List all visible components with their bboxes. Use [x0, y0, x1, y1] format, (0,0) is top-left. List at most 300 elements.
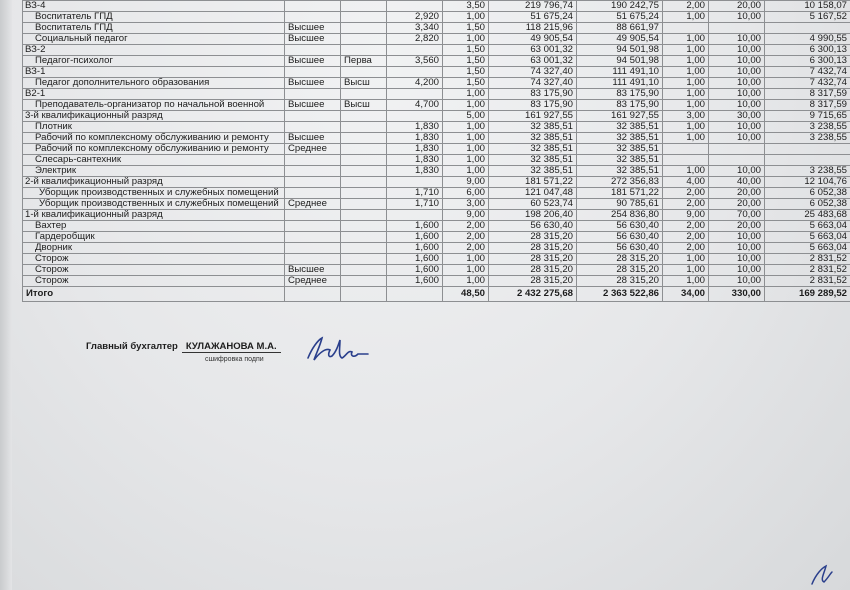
- cell-coefficient: 2,820: [387, 34, 443, 45]
- cell-rates: 1,00: [443, 265, 489, 276]
- total-label: Итого: [23, 287, 285, 302]
- cell-fund-2: 28 315,20: [577, 276, 663, 287]
- cell-education: [285, 45, 341, 56]
- cell-col-8: 1,00: [663, 67, 709, 78]
- cell-category: [341, 34, 387, 45]
- cell-col-10: 6 052,38: [765, 199, 850, 210]
- cell-coefficient: [387, 210, 443, 221]
- cell-col-10: 8 317,59: [765, 100, 850, 111]
- cell-fund-1: 32 385,51: [489, 144, 577, 155]
- cell-category: [341, 23, 387, 34]
- cell-col-8: 1,00: [663, 56, 709, 67]
- cell-category: [341, 111, 387, 122]
- cell-col-8: 1,00: [663, 12, 709, 23]
- cell-education: [285, 210, 341, 221]
- cell-coefficient: 1,600: [387, 276, 443, 287]
- cell-rates: 1,50: [443, 78, 489, 89]
- cell-fund-1: 181 571,22: [489, 177, 577, 188]
- cell-fund-2: 32 385,51: [577, 122, 663, 133]
- cell-category: [341, 133, 387, 144]
- table-row: [23, 100, 850, 111]
- cell-category: [341, 254, 387, 265]
- cell-fund-1: 161 927,55: [489, 111, 577, 122]
- group-row: [23, 1, 850, 12]
- total-col-8: 34,00: [663, 287, 709, 302]
- cell-col-9: 10,00: [709, 122, 765, 133]
- cell-coefficient: [387, 1, 443, 12]
- cell-col-10: 2 831,52: [765, 254, 850, 265]
- signature-caption: сшифровка подпи: [205, 356, 264, 363]
- cell-fund-1: 63 001,32: [489, 56, 577, 67]
- signer-role: Главный бухгалтер: [86, 341, 178, 352]
- cell-fund-1: 28 315,20: [489, 254, 577, 265]
- cell-fund-1: 32 385,51: [489, 166, 577, 177]
- cell-position: Воспитатель ГПД: [23, 23, 285, 34]
- cell-education: [285, 254, 341, 265]
- cell-rates: 1,00: [443, 122, 489, 133]
- cell-col-9: 20,00: [709, 221, 765, 232]
- cell-category: [341, 12, 387, 23]
- cell-col-9: [709, 155, 765, 166]
- cell-fund-2: 111 491,10: [577, 67, 663, 78]
- cell-rates: 3,50: [443, 1, 489, 12]
- cell-coefficient: [387, 45, 443, 56]
- cell-category: [341, 199, 387, 210]
- cell-rates: 1,00: [443, 155, 489, 166]
- cell-fund-1: 198 206,40: [489, 210, 577, 221]
- cell-position: Уборщик производственных и служебных помещений: [23, 199, 285, 210]
- cell-rates: 2,00: [443, 243, 489, 254]
- cell-category: [341, 265, 387, 276]
- cell-col-10: 3 238,55: [765, 166, 850, 177]
- cell-col-9: 10,00: [709, 133, 765, 144]
- cell-col-10: [765, 155, 850, 166]
- cell-education: [285, 188, 341, 199]
- cell-col-8: 2,00: [663, 243, 709, 254]
- cell-col-9: 10,00: [709, 265, 765, 276]
- cell-fund-2: 94 501,98: [577, 56, 663, 67]
- cell-coefficient: 3,340: [387, 23, 443, 34]
- table-row: [23, 133, 850, 144]
- table-row: [23, 199, 850, 210]
- cell-fund-1: 83 175,90: [489, 100, 577, 111]
- cell-fund-2: 32 385,51: [577, 166, 663, 177]
- cell-col-10: 7 432,74: [765, 67, 850, 78]
- cell-fund-1: 28 315,20: [489, 232, 577, 243]
- cell-col-10: 2 831,52: [765, 276, 850, 287]
- cell-coefficient: 1,830: [387, 144, 443, 155]
- cell-fund-1: 51 675,24: [489, 12, 577, 23]
- cell-education: [285, 122, 341, 133]
- cell-col-10: 5 663,04: [765, 221, 850, 232]
- cell-coefficient: 1,710: [387, 188, 443, 199]
- cell-position: Рабочий по комплексному обслуживанию и ремонту: [23, 133, 285, 144]
- cell-education: Высшее: [285, 100, 341, 111]
- cell-position: Воспитатель ГПД: [23, 12, 285, 23]
- table-row: [23, 78, 850, 89]
- cell-col-8: [663, 155, 709, 166]
- cell-col-9: 20,00: [709, 188, 765, 199]
- cell-col-9: 10,00: [709, 56, 765, 67]
- cell-education: Высшее: [285, 34, 341, 45]
- cell-category: [341, 166, 387, 177]
- cell-rates: 1,50: [443, 23, 489, 34]
- cell-col-8: 2,00: [663, 188, 709, 199]
- cell-col-8: 2,00: [663, 232, 709, 243]
- table-row: [23, 122, 850, 133]
- cell-col-10: 6 300,13: [765, 45, 850, 56]
- cell-education: [285, 243, 341, 254]
- cell-rates: 1,50: [443, 45, 489, 56]
- cell-coefficient: 2,920: [387, 12, 443, 23]
- cell-fund-2: 111 491,10: [577, 78, 663, 89]
- cell-fund-2: 190 242,75: [577, 1, 663, 12]
- cell-col-9: [709, 144, 765, 155]
- cell-rates: 1,00: [443, 276, 489, 287]
- group-row: [23, 210, 850, 221]
- cell-rates: 9,00: [443, 210, 489, 221]
- cell-position: Сторож: [23, 276, 285, 287]
- staff-table-body: [23, 1, 850, 287]
- group-row: [23, 89, 850, 100]
- cell-fund-2: 94 501,98: [577, 45, 663, 56]
- cell-fund-1: 63 001,32: [489, 45, 577, 56]
- cell-education: [285, 111, 341, 122]
- cell-fund-1: 28 315,20: [489, 243, 577, 254]
- cell-col-9: 10,00: [709, 34, 765, 45]
- cell-category: [341, 122, 387, 133]
- cell-fund-2: 32 385,51: [577, 144, 663, 155]
- cell-position: Педагог дополнительного образования: [23, 78, 285, 89]
- cell-position: Гардеробщик: [23, 232, 285, 243]
- cell-education: Высшее: [285, 78, 341, 89]
- cell-col-8: 1,00: [663, 254, 709, 265]
- cell-coefficient: 1,600: [387, 232, 443, 243]
- cell-col-9: 40,00: [709, 177, 765, 188]
- table-row: [23, 243, 850, 254]
- total-col-10: 169 289,52: [765, 287, 850, 302]
- cell-col-10: 3 238,55: [765, 133, 850, 144]
- cell-position: 1-й квалификационный разряд: [23, 210, 285, 221]
- cell-category: [341, 243, 387, 254]
- cell-col-10: 8 317,59: [765, 89, 850, 100]
- cell-position: Социальный педагог: [23, 34, 285, 45]
- table-row: [23, 155, 850, 166]
- cell-fund-2: 83 175,90: [577, 100, 663, 111]
- cell-col-8: 9,00: [663, 210, 709, 221]
- cell-col-8: 2,00: [663, 221, 709, 232]
- cell-position: Педагог-психолог: [23, 56, 285, 67]
- cell-category: [341, 1, 387, 12]
- cell-fund-1: 28 315,20: [489, 276, 577, 287]
- cell-col-9: 30,00: [709, 111, 765, 122]
- cell-fund-2: 90 785,61: [577, 199, 663, 210]
- cell-fund-2: 56 630,40: [577, 232, 663, 243]
- cell-position: Электрик: [23, 166, 285, 177]
- cell-col-9: 20,00: [709, 199, 765, 210]
- pen-mark-icon: [806, 560, 836, 588]
- cell-col-8: 1,00: [663, 265, 709, 276]
- cell-rates: 1,50: [443, 56, 489, 67]
- cell-fund-2: 28 315,20: [577, 265, 663, 276]
- cell-education: [285, 89, 341, 100]
- cell-fund-2: 56 630,40: [577, 243, 663, 254]
- cell-col-8: 1,00: [663, 45, 709, 56]
- cell-coefficient: 1,600: [387, 265, 443, 276]
- cell-col-9: 10,00: [709, 166, 765, 177]
- cell-rates: 2,00: [443, 232, 489, 243]
- cell-position: ВЗ-4: [23, 1, 285, 12]
- table-row: [23, 265, 850, 276]
- table-row: [23, 34, 850, 45]
- cell-position: ВЗ-2: [23, 45, 285, 56]
- cell-position: 3-й квалификационный разряд: [23, 111, 285, 122]
- cell-position: Слесарь-сантехник: [23, 155, 285, 166]
- cell-education: [285, 12, 341, 23]
- cell-col-10: [765, 23, 850, 34]
- cell-col-8: 1,00: [663, 133, 709, 144]
- cell-fund-2: 272 356,83: [577, 177, 663, 188]
- cell-fund-2: 51 675,24: [577, 12, 663, 23]
- cell-fund-1: 56 630,40: [489, 221, 577, 232]
- cell-fund-1: 219 796,74: [489, 1, 577, 12]
- cell-category: [341, 177, 387, 188]
- cell-col-10: 9 715,65: [765, 111, 850, 122]
- cell-education: [285, 1, 341, 12]
- cell-col-10: 4 990,55: [765, 34, 850, 45]
- cell-fund-1: 32 385,51: [489, 133, 577, 144]
- cell-fund-2: 83 175,90: [577, 89, 663, 100]
- cell-fund-1: 121 047,48: [489, 188, 577, 199]
- cell-education: Среднее: [285, 199, 341, 210]
- cell-position: Плотник: [23, 122, 285, 133]
- cell-coefficient: 1,830: [387, 122, 443, 133]
- total-fund-2: 2 363 522,86: [577, 287, 663, 302]
- cell-col-9: 10,00: [709, 100, 765, 111]
- cell-col-10: 3 238,55: [765, 122, 850, 133]
- cell-coefficient: 1,830: [387, 155, 443, 166]
- cell-col-10: 12 104,76: [765, 177, 850, 188]
- cell-col-8: 1,00: [663, 78, 709, 89]
- table-row: [23, 144, 850, 155]
- cell-col-9: 10,00: [709, 232, 765, 243]
- cell-education: [285, 67, 341, 78]
- cell-col-10: 5 663,04: [765, 243, 850, 254]
- cell-col-10: 5 663,04: [765, 232, 850, 243]
- total-row: [23, 287, 850, 302]
- cell-col-8: 2,00: [663, 199, 709, 210]
- cell-fund-1: 32 385,51: [489, 122, 577, 133]
- cell-col-8: 2,00: [663, 1, 709, 12]
- cell-col-9: 10,00: [709, 276, 765, 287]
- cell-col-10: 6 300,13: [765, 56, 850, 67]
- cell-coefficient: 1,600: [387, 243, 443, 254]
- group-row: [23, 177, 850, 188]
- cell-rates: 1,00: [443, 144, 489, 155]
- group-row: [23, 45, 850, 56]
- cell-fund-1: 118 215,96: [489, 23, 577, 34]
- cell-rates: 5,00: [443, 111, 489, 122]
- cell-col-10: [765, 144, 850, 155]
- group-row: [23, 111, 850, 122]
- cell-education: Среднее: [285, 276, 341, 287]
- cell-position: ВЗ-1: [23, 67, 285, 78]
- cell-rates: 1,00: [443, 89, 489, 100]
- cell-coefficient: 1,710: [387, 199, 443, 210]
- cell-category: [341, 45, 387, 56]
- table-row: [23, 221, 850, 232]
- cell-category: [341, 221, 387, 232]
- cell-category: [341, 210, 387, 221]
- cell-fund-1: 28 315,20: [489, 265, 577, 276]
- cell-fund-2: 49 905,54: [577, 34, 663, 45]
- cell-category: Высш: [341, 100, 387, 111]
- cell-fund-2: 161 927,55: [577, 111, 663, 122]
- cell-col-8: 4,00: [663, 177, 709, 188]
- cell-fund-1: 74 327,40: [489, 78, 577, 89]
- cell-col-9: [709, 23, 765, 34]
- cell-col-9: 10,00: [709, 254, 765, 265]
- cell-col-9: 10,00: [709, 78, 765, 89]
- cell-position: Дворник: [23, 243, 285, 254]
- table-row: [23, 166, 850, 177]
- signer-name: КУЛАЖАНОВА М.А.: [182, 341, 281, 353]
- cell-position: Рабочий по комплексному обслуживанию и ремонту: [23, 144, 285, 155]
- cell-col-10: 7 432,74: [765, 78, 850, 89]
- cell-coefficient: 1,600: [387, 221, 443, 232]
- cell-position: Сторож: [23, 265, 285, 276]
- cell-rates: 1,00: [443, 254, 489, 265]
- cell-category: [341, 67, 387, 78]
- cell-education: Высшее: [285, 56, 341, 67]
- cell-col-8: 1,00: [663, 34, 709, 45]
- cell-col-9: 70,00: [709, 210, 765, 221]
- cell-coefficient: 4,700: [387, 100, 443, 111]
- cell-col-9: 10,00: [709, 67, 765, 78]
- cell-fund-1: 49 905,54: [489, 34, 577, 45]
- page-fold-shadow: [0, 0, 12, 590]
- cell-col-10: 10 158,07: [765, 1, 850, 12]
- signature-block: [86, 341, 281, 353]
- cell-col-8: 1,00: [663, 89, 709, 100]
- cell-position: 2-й квалификационный разряд: [23, 177, 285, 188]
- cell-col-8: [663, 144, 709, 155]
- cell-category: Высш: [341, 78, 387, 89]
- cell-education: Высшее: [285, 265, 341, 276]
- cell-coefficient: 4,200: [387, 78, 443, 89]
- total-col-9: 330,00: [709, 287, 765, 302]
- cell-rates: 6,00: [443, 188, 489, 199]
- cell-fund-2: 32 385,51: [577, 155, 663, 166]
- cell-rates: 3,00: [443, 199, 489, 210]
- cell-position: В2-1: [23, 89, 285, 100]
- cell-fund-2: 88 661,97: [577, 23, 663, 34]
- cell-fund-2: 254 836,80: [577, 210, 663, 221]
- cell-education: Высшее: [285, 133, 341, 144]
- cell-education: Высшее: [285, 23, 341, 34]
- cell-col-9: 10,00: [709, 89, 765, 100]
- cell-rates: 1,00: [443, 12, 489, 23]
- cell-category: [341, 276, 387, 287]
- cell-coefficient: 1,600: [387, 254, 443, 265]
- cell-rates: 1,00: [443, 133, 489, 144]
- cell-category: [341, 144, 387, 155]
- cell-col-10: 2 831,52: [765, 265, 850, 276]
- cell-education: [285, 155, 341, 166]
- cell-position: Преподаватель-организатор по начальной военной: [23, 100, 285, 111]
- handwritten-signature: [302, 330, 372, 370]
- staff-table: [22, 0, 850, 302]
- cell-education: [285, 232, 341, 243]
- cell-col-10: 25 483,68: [765, 210, 850, 221]
- cell-position: Уборщик производственных и служебных помещений: [23, 188, 285, 199]
- cell-rates: 9,00: [443, 177, 489, 188]
- table-row: [23, 254, 850, 265]
- cell-position: Вахтер: [23, 221, 285, 232]
- cell-coefficient: 1,830: [387, 166, 443, 177]
- cell-col-10: 5 167,52: [765, 12, 850, 23]
- cell-col-10: 6 052,38: [765, 188, 850, 199]
- cell-fund-1: 74 327,40: [489, 67, 577, 78]
- cell-fund-2: 28 315,20: [577, 254, 663, 265]
- cell-category: [341, 155, 387, 166]
- cell-coefficient: 1,830: [387, 133, 443, 144]
- cell-col-9: 10,00: [709, 12, 765, 23]
- total-rates: 48,50: [443, 287, 489, 302]
- cell-fund-1: 83 175,90: [489, 89, 577, 100]
- cell-coefficient: [387, 89, 443, 100]
- cell-col-9: 20,00: [709, 1, 765, 12]
- cell-col-9: 10,00: [709, 45, 765, 56]
- cell-fund-2: 56 630,40: [577, 221, 663, 232]
- cell-category: [341, 232, 387, 243]
- cell-category: Перва: [341, 56, 387, 67]
- cell-rates: 1,50: [443, 67, 489, 78]
- table-row: [23, 12, 850, 23]
- table-row: [23, 23, 850, 34]
- cell-fund-1: 32 385,51: [489, 155, 577, 166]
- cell-rates: 1,00: [443, 100, 489, 111]
- group-row: [23, 67, 850, 78]
- cell-col-8: [663, 23, 709, 34]
- cell-rates: 1,00: [443, 166, 489, 177]
- cell-rates: 1,00: [443, 34, 489, 45]
- cell-coefficient: [387, 111, 443, 122]
- table-row: [23, 276, 850, 287]
- cell-rates: 2,00: [443, 221, 489, 232]
- cell-col-8: 1,00: [663, 166, 709, 177]
- cell-col-8: 1,00: [663, 100, 709, 111]
- cell-col-8: 3,00: [663, 111, 709, 122]
- cell-fund-1: 60 523,74: [489, 199, 577, 210]
- table-row: [23, 232, 850, 243]
- cell-category: [341, 89, 387, 100]
- cell-col-8: 1,00: [663, 276, 709, 287]
- cell-fund-2: 181 571,22: [577, 188, 663, 199]
- cell-education: Среднее: [285, 144, 341, 155]
- cell-col-8: 1,00: [663, 122, 709, 133]
- cell-category: [341, 188, 387, 199]
- cell-coefficient: [387, 177, 443, 188]
- cell-col-9: 10,00: [709, 243, 765, 254]
- total-fund-1: 2 432 275,68: [489, 287, 577, 302]
- cell-coefficient: 3,560: [387, 56, 443, 67]
- cell-position: Сторож: [23, 254, 285, 265]
- cell-education: [285, 166, 341, 177]
- cell-fund-2: 32 385,51: [577, 133, 663, 144]
- table-row: [23, 188, 850, 199]
- table-row: [23, 56, 850, 67]
